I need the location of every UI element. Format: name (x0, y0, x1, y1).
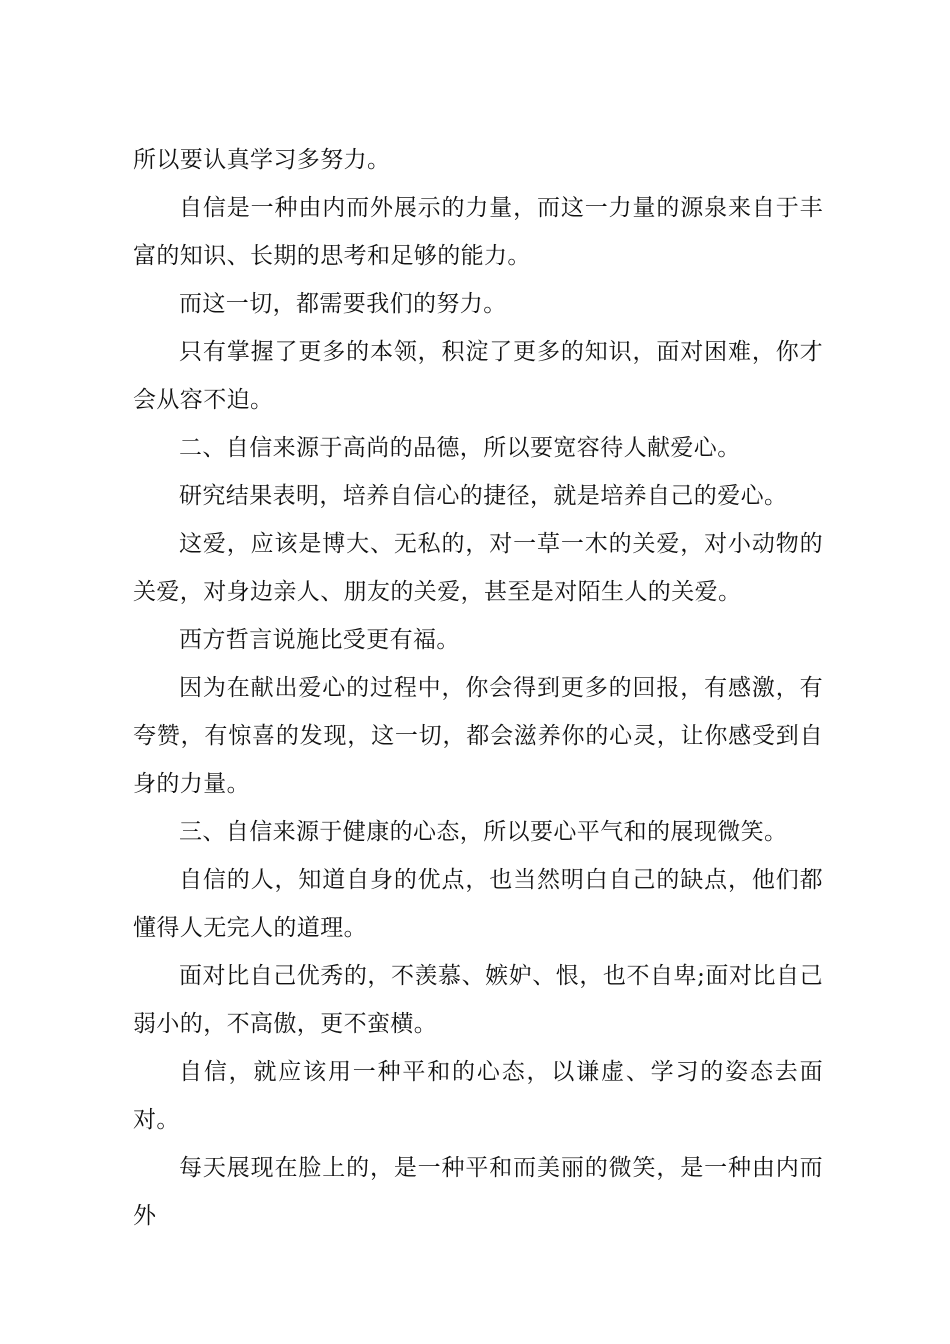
paragraph: 只有掌握了更多的本领，积淀了更多的知识，面对困难，你才会从容不迫。 (133, 339, 823, 413)
paragraph: 这爱，应该是博大、无私的，对一草一木的关爱，对小动物的关爱，对身边亲人、朋友的关爱，甚至是对陌生人的关爱。 (133, 531, 823, 605)
document-body (133, 136, 823, 1240)
paragraph: 面对比自己优秀的，不羡慕、嫉妒、恨，也不自卑;面对比自己弱小的，不高傲，更不蛮横。 (133, 963, 823, 1037)
section-heading: 三、自信来源于健康的心态，所以要心平气和的展现微笑。 (179, 819, 788, 845)
paragraph: 自信，就应该用一种平和的心态，以谦虚、学习的姿态去面对。 (133, 1059, 823, 1133)
section-heading: 二、自信来源于高尚的品德，所以要宽容待人献爱心。 (179, 435, 741, 461)
paragraph: 西方哲言说施比受更有福。 (179, 627, 460, 653)
paragraph: 自信是一种由内而外展示的力量，而这一力量的源泉来自于丰富的知识、长期的思考和足够的能力。 (133, 195, 823, 269)
paragraph: 所以要认真学习多努力。 (133, 147, 391, 173)
paragraph: 每天展现在脸上的，是一种平和而美丽的微笑，是一种由内而外 (133, 1155, 823, 1229)
paragraph: 而这一切，都需要我们的努力。 (179, 291, 507, 317)
paragraph: 自信的人，知道自身的优点，也当然明白自己的缺点，他们都懂得人无完人的道理。 (133, 867, 823, 941)
paragraph: 因为在献出爱心的过程中，你会得到更多的回报，有感激，有夸赞，有惊喜的发现，这一切，都会滋养你的心灵，让你感受到自身的力量。 (133, 675, 823, 797)
paragraph: 研究结果表明，培养自信心的捷径，就是培养自己的爱心。 (179, 483, 788, 509)
